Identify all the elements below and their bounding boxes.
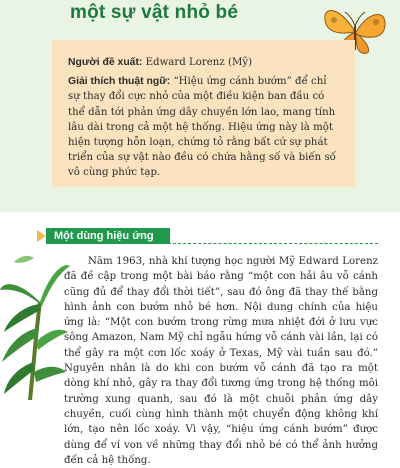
section-divider [168,243,378,244]
definition-box [52,40,355,187]
proposer-label: Người đề xuất: [68,57,143,68]
body-paragraph: Năm 1963, nhà khí tượng học người Mỹ Edward Lorenz đã đề cập trong một bài báo rằng “một con hải âu vỗ cánh cũng đủ để thay đổi thời tiết”, sau đó ông đã thay thế bằng hình ảnh con bướm nhỏ bé hơn. Nội dung chính của hiệu ứng là: “Một con bướm trong rừng mưa nhiệt đới ở lưu vực sông Amazon, Nam Mỹ chỉ ngẫu hứng vỗ cánh vài lần, lại có thể gây ra một cơn lốc xoáy ở Texas, Mỹ vài tuần sau đó.” Nguyên nhân là do khi con bướm vỗ cánh đã tạo ra một dòng khí nhỏ, gây ra thay đổi tương ứng trong hệ thống môi trường xung quanh, sau đó là một chuỗi phản ứng dây chuyền, cuối cùng hình thành một chuyển động không khí lớn, tạo nên lốc xoáy. Vì vậy, “hiệu ứng cánh bướm” được dùng để ví von về những thay đổi nhỏ bé có thể ảnh hưởng đến cả hệ thống. [64,256,378,466]
palm-plant-illustration [0,232,70,400]
section-title: Một dùng hiệu ứng [46,228,170,244]
proposer-line [68,55,341,70]
term-text: “Hiệu ứng cánh bướm” để chỉ sự thay đổi cực nhỏ của một điều kiện ban đầu có thể dẫn tới phản ứng dây chuyền lớn lao, mang tính lâu dài trong cả một hệ thống. Hiệu ứng này là một hiện tượng hỗn loạn, chứng tỏ rằng bất cứ sự phát triển của sự vật nào đều có chứa hằng số và biến số vô cùng phức tạp. [68,76,336,179]
proposer-value: Edward Lorenz (Mỹ) [145,57,253,68]
page-heading: một sự vật nhỏ bé [70,2,239,23]
term-line [68,74,341,180]
term-label: Giải thích thuật ngữ: [68,76,171,88]
body-text [64,254,378,468]
